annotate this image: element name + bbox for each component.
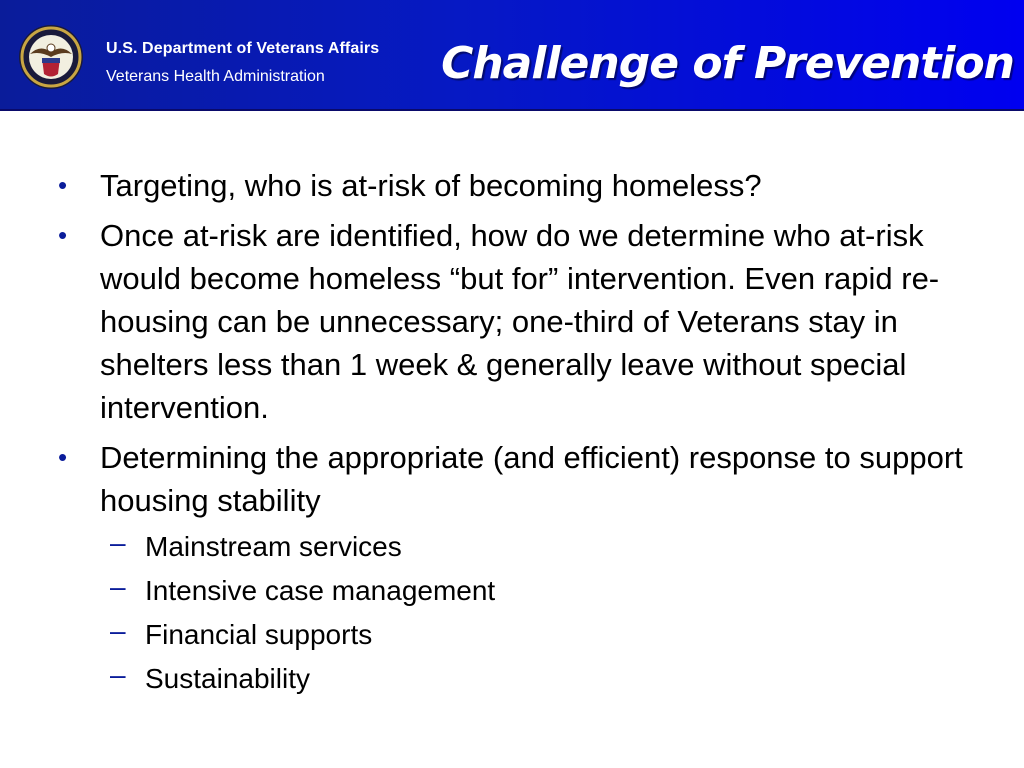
va-seal-icon — [18, 24, 84, 90]
bullet-text: Once at-risk are identified, how do we determine who at-risk would become homeless “but for” intervention. Even rapid re-housing can be unnecessary; one-third of Veterans stay in shelters less than 1 week & generally leave without special intervention. — [100, 218, 940, 425]
sub-bullet-text: Financial supports — [145, 619, 373, 650]
sub-bullet-list — [100, 527, 978, 696]
sub-bullet-text: Sustainability — [145, 663, 310, 694]
bullet-text: Determining the appropriate (and efficient) response to support housing stability — [100, 440, 963, 518]
sub-bullet-item — [100, 615, 978, 652]
bullet-item — [58, 436, 978, 696]
dash-icon: – — [110, 527, 126, 558]
administration-name: Veterans Health Administration — [106, 68, 325, 85]
dash-icon: – — [110, 615, 126, 646]
bullet-text: Targeting, who is at-risk of becoming homeless? — [100, 168, 762, 203]
sub-bullet-text: Intensive case management — [145, 575, 496, 606]
bullet-item — [58, 164, 978, 207]
slide-header — [0, 0, 1024, 111]
slide-body — [58, 164, 978, 706]
dash-icon: – — [110, 571, 126, 602]
bullet-icon: • — [58, 170, 68, 200]
bullet-icon: • — [58, 442, 68, 472]
sub-bullet-item — [100, 659, 978, 696]
bullet-item — [58, 214, 978, 429]
dash-icon: – — [110, 659, 126, 690]
bullet-list — [58, 164, 978, 696]
slide-title: Challenge of Prevention — [441, 38, 1014, 89]
sub-bullet-text: Mainstream services — [145, 531, 402, 562]
organization-name — [106, 40, 379, 86]
sub-bullet-item — [100, 527, 978, 564]
department-name: U.S. Department of Veterans Affairs — [106, 40, 380, 57]
sub-bullet-item — [100, 571, 978, 608]
bullet-icon: • — [58, 220, 68, 250]
